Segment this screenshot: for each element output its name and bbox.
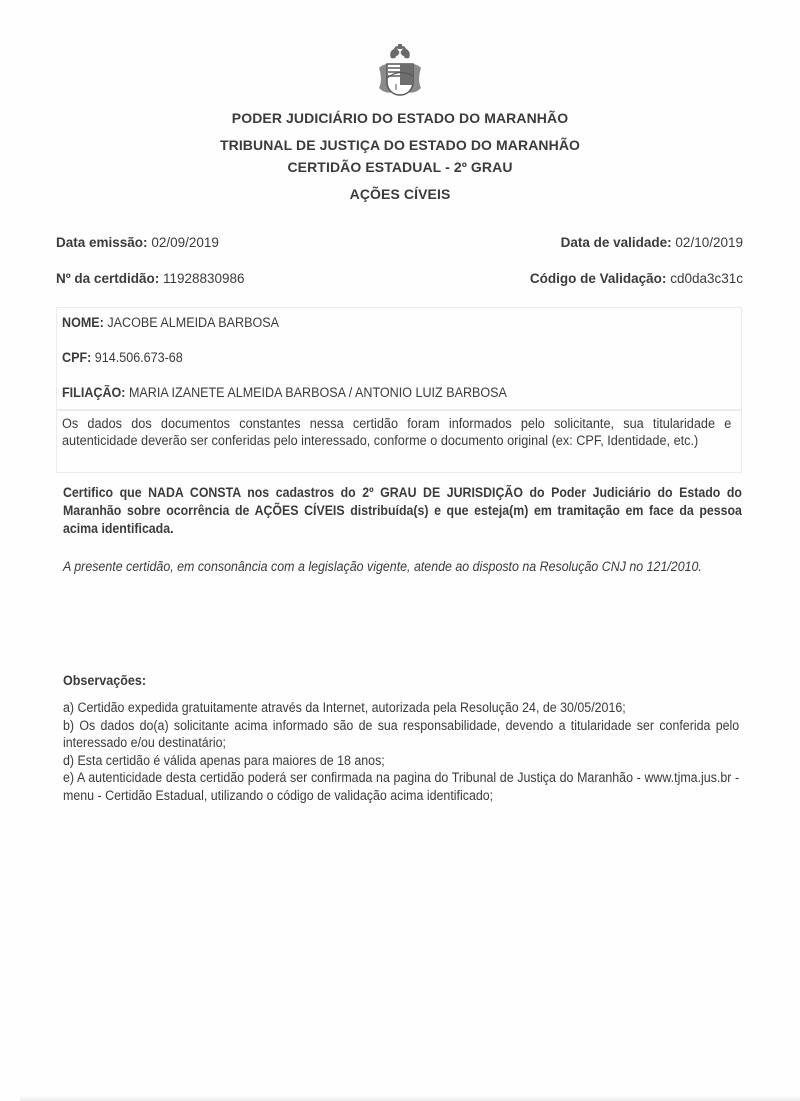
observation-item: b) Os dados do(a) solicitante acima informado são de sua responsabilidade, devendo a titularidade ser conferida pelo interessado e/ou destinatário; bbox=[63, 717, 740, 750]
issue-date-value: 02/09/2019 bbox=[151, 235, 219, 250]
certificate-subject: AÇÕES CÍVEIS bbox=[349, 186, 451, 202]
observations-list bbox=[63, 699, 739, 804]
certification-acoes: AÇÕES CÍVEIS bbox=[254, 503, 345, 518]
certification-part-3: nos cadastros do bbox=[240, 485, 363, 500]
observation-item: d) Esta certidão é válida apenas para maiores de 18 anos; bbox=[63, 752, 385, 768]
certification-part-1: Certifico que bbox=[63, 485, 149, 500]
issuer-title: PODER JUDICIÁRIO DO ESTADO DO MARANHÃO bbox=[231, 110, 569, 126]
valid-until-value: 02/10/2019 bbox=[675, 235, 743, 250]
person-name bbox=[62, 315, 279, 330]
validation-code bbox=[530, 271, 743, 286]
coat-of-arms-icon bbox=[371, 40, 429, 100]
court-title: TRIBUNAL DE JUSTIÇA DO ESTADO DO MARANHÃO bbox=[219, 137, 581, 153]
certification-part-5: do Poder Judiciário do Estado do Maranhão sobre ocorrência de bbox=[63, 485, 742, 518]
valid-until bbox=[561, 235, 743, 250]
certification-statement bbox=[63, 484, 742, 538]
certificate-type: CERTIDÃO ESTADUAL - 2º GRAU bbox=[287, 159, 513, 175]
observations-title: Observações: bbox=[63, 673, 147, 688]
validation-code-label: Código de Validação: bbox=[529, 271, 667, 286]
person-filiation-value: MARIA IZANETE ALMEIDA BARBOSA / ANTONIO LUIZ BARBOSA bbox=[128, 385, 507, 400]
person-name-label: NOME: bbox=[62, 315, 104, 330]
disclaimer-box bbox=[56, 410, 742, 473]
observation-item: e) A autenticidade desta certidão poderá ser confirmada na pagina do Tribunal de Justiça do Maranhão - www.tjma.jus.br - menu - Certidão Estadual, utilizando o código de validação acima identificado; bbox=[63, 770, 740, 803]
person-name-value: JACOBE ALMEIDA BARBOSA bbox=[107, 315, 280, 330]
person-identification-box bbox=[56, 307, 742, 410]
person-filiation bbox=[62, 385, 507, 400]
person-cpf bbox=[62, 350, 183, 365]
disclaimer-text: Os dados dos documentos constantes nessa certidão foram informados pelo solicitante, sua titularidade e autenticidade deverão ser conferidas pelo interessado, conforme o documento original (ex: CPF, Identidade, etc.) bbox=[62, 416, 732, 448]
person-cpf-value: 914.506.673-68 bbox=[94, 350, 183, 365]
legal-note: A presente certidão, em consonância com a legislação vigente, atende ao disposto na Resolução CNJ no 121/2010. bbox=[63, 559, 702, 574]
certificate-number bbox=[56, 271, 245, 286]
certificate-number-value: 11928830986 bbox=[162, 271, 245, 286]
issue-date-label: Data emissão: bbox=[56, 235, 148, 250]
issue-date bbox=[56, 235, 219, 250]
certification-nada-consta: NADA CONSTA bbox=[148, 485, 241, 500]
certification-grau: 2º GRAU DE JURISDIÇÃO bbox=[362, 485, 523, 500]
certificate-number-label: Nº da certdidão: bbox=[56, 271, 160, 286]
scan-edge-shadow bbox=[20, 1095, 800, 1101]
valid-until-label: Data de validade: bbox=[560, 235, 672, 250]
person-cpf-label: CPF: bbox=[62, 350, 92, 365]
validation-code-value: cd0da3c31c bbox=[670, 271, 743, 286]
person-filiation-label: FILIAÇÃO: bbox=[62, 385, 126, 400]
observation-item: a) Certidão expedida gratuitamente através da Internet, autorizada pela Resolução 24, de 30/05/2016; bbox=[63, 700, 626, 715]
certification-part-7: distribuída(s) e que esteja(m) em tramitação em face da pessoa acima identificada. bbox=[63, 503, 742, 536]
